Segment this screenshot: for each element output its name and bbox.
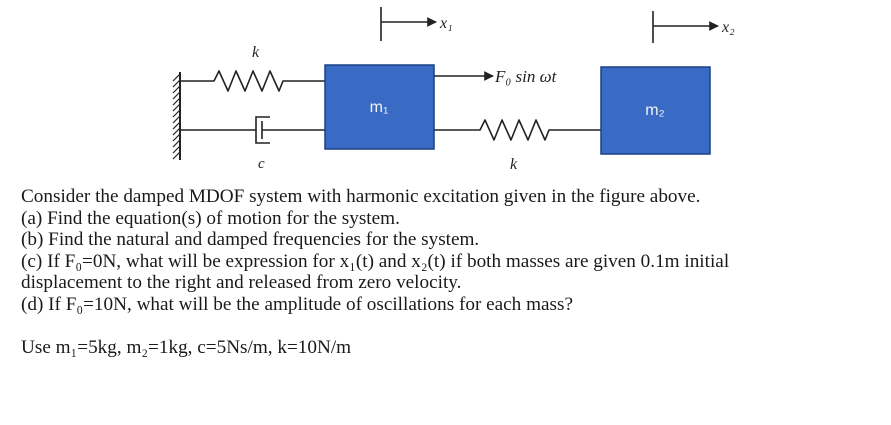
- spring-k-coupling: [434, 120, 601, 140]
- damper-c-label: c: [258, 156, 265, 172]
- part-c-line-1: (c) If F₀=0N, what will be expression for x₁(t) and x₂(t) if both masses are given 0.1m initial: [21, 250, 730, 272]
- displacement-x1-arrow: [381, 7, 436, 41]
- problem-statement: [21, 186, 883, 358]
- displacement-x2-label: x₂: [722, 19, 735, 36]
- displacement-x1-label: x₁: [440, 15, 453, 32]
- displacement-x2-arrow: [653, 11, 718, 43]
- force-label: F₀ sin ωt: [495, 67, 557, 86]
- damper-c: [180, 117, 325, 143]
- paragraph-gap: [21, 315, 883, 337]
- mass-m1-label: m₁: [369, 99, 389, 116]
- spring-k-top-label: k: [252, 44, 260, 61]
- given-values: Use m₁=5kg, m₂=1kg, c=5Ns/m, k=10N/m: [21, 336, 352, 358]
- part-a: (a) Find the equation(s) of motion for the system.: [21, 207, 400, 229]
- part-c-line-2: displacement to the right and released from zero velocity.: [21, 272, 462, 293]
- part-d: (d) If F₀=10N, what will be the amplitude of oscillations for each mass?: [21, 293, 573, 315]
- problem-intro: Consider the damped MDOF system with harmonic excitation given in the figure above.: [21, 186, 701, 207]
- spring-k-bottom-label: k: [510, 156, 518, 173]
- mass-m2-label: m₂: [645, 102, 665, 119]
- part-b: (b) Find the natural and damped frequencies for the system.: [21, 229, 480, 250]
- fixed-wall: [173, 72, 180, 160]
- spring-k-wall: [180, 71, 325, 91]
- mdof-system-figure: [0, 0, 891, 182]
